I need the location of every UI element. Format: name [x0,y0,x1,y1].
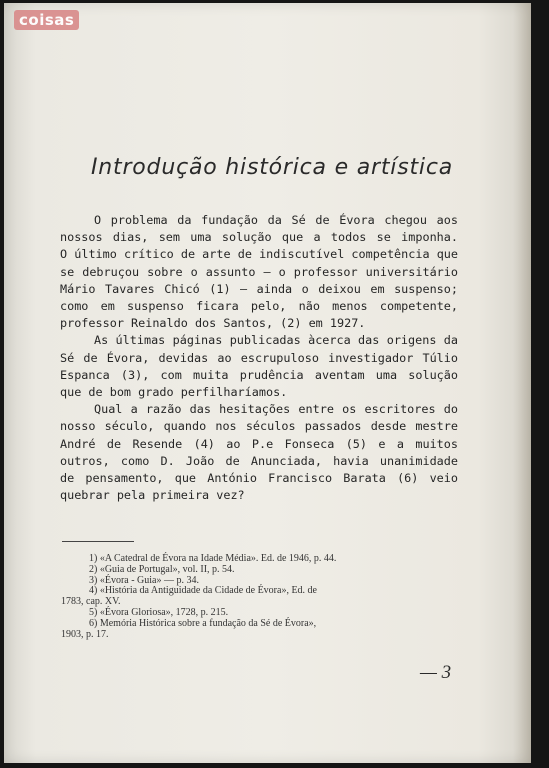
footnote-line: 1783, cap. XV. [61,596,121,608]
body-line: quebrar pela primeira vez? [60,488,245,503]
body-line: Espanca (3), com muita prudência aventam uma solução [60,367,458,382]
body-line: professor Reinaldo dos Santos, (2) em 1927. [60,316,366,331]
chapter-title: Introdução histórica e artística [91,155,454,180]
body-line: O problema da fundação da Sé de Évora chegou aos [94,213,458,227]
footnote-line: 4) «História da Antiguidade da Cidade de Évora», Ed. de [89,585,317,597]
body-line: As últimas páginas publicadas àcerca das origens da [94,333,458,348]
footnote-line: 1) «A Catedral de Évora na Idade Média». Ed. de 1946, p. 44. [89,553,337,564]
footnote-line: 1903, p. 17. [61,628,109,640]
footnote-line: 2) «Guia de Portugal», vol. II, p. 54. [89,563,235,575]
body-line: O último crítico de arte de indiscutível competência que [60,247,458,262]
watermark-logo: coisas [14,10,79,30]
body-line: como em suspenso ficara pelo, não menos competente, [60,299,458,314]
body-line: se debruçou sobre o assunto — o professor universitário [60,264,458,279]
body-line: de pensamento, que António Francisco Barata (6) veio [60,471,458,486]
body-line: nossos dias, sem uma solução que a todos se imponha. [60,230,458,245]
footnote-line: 3) «Évora - Guia» — p. 34. [89,574,199,586]
body-line: outros, como D. João de Anunciada, havia unanimidade [60,453,458,468]
page-edge-shadow [513,3,531,763]
body-line: Mário Tavares Chicó (1) — ainda o deixou em suspenso; [60,281,458,296]
body-text [60,212,458,504]
body-line: Sé de Évora, devidas ao escrupuloso investigador Túlio [60,350,458,365]
body-line: nosso século, quando nos séculos passados desde mestre [60,419,458,434]
page-number: — 3 [420,662,452,683]
footnote-line: 5) «Évora Gloriosa», 1728, p. 215. [89,606,229,618]
body-line: André de Resende (4) ao P.e Fonseca (5) e a muitos [60,436,458,451]
body-line: que de bom grado perfilharíamos. [60,385,288,400]
body-line: Qual a razão das hesitações entre os escritores do [94,402,458,417]
footnotes [61,554,457,640]
footnote-divider [62,541,134,542]
footnote-line: 6) Memória Histórica sobre a fundação da Sé de Évora», [89,617,317,629]
